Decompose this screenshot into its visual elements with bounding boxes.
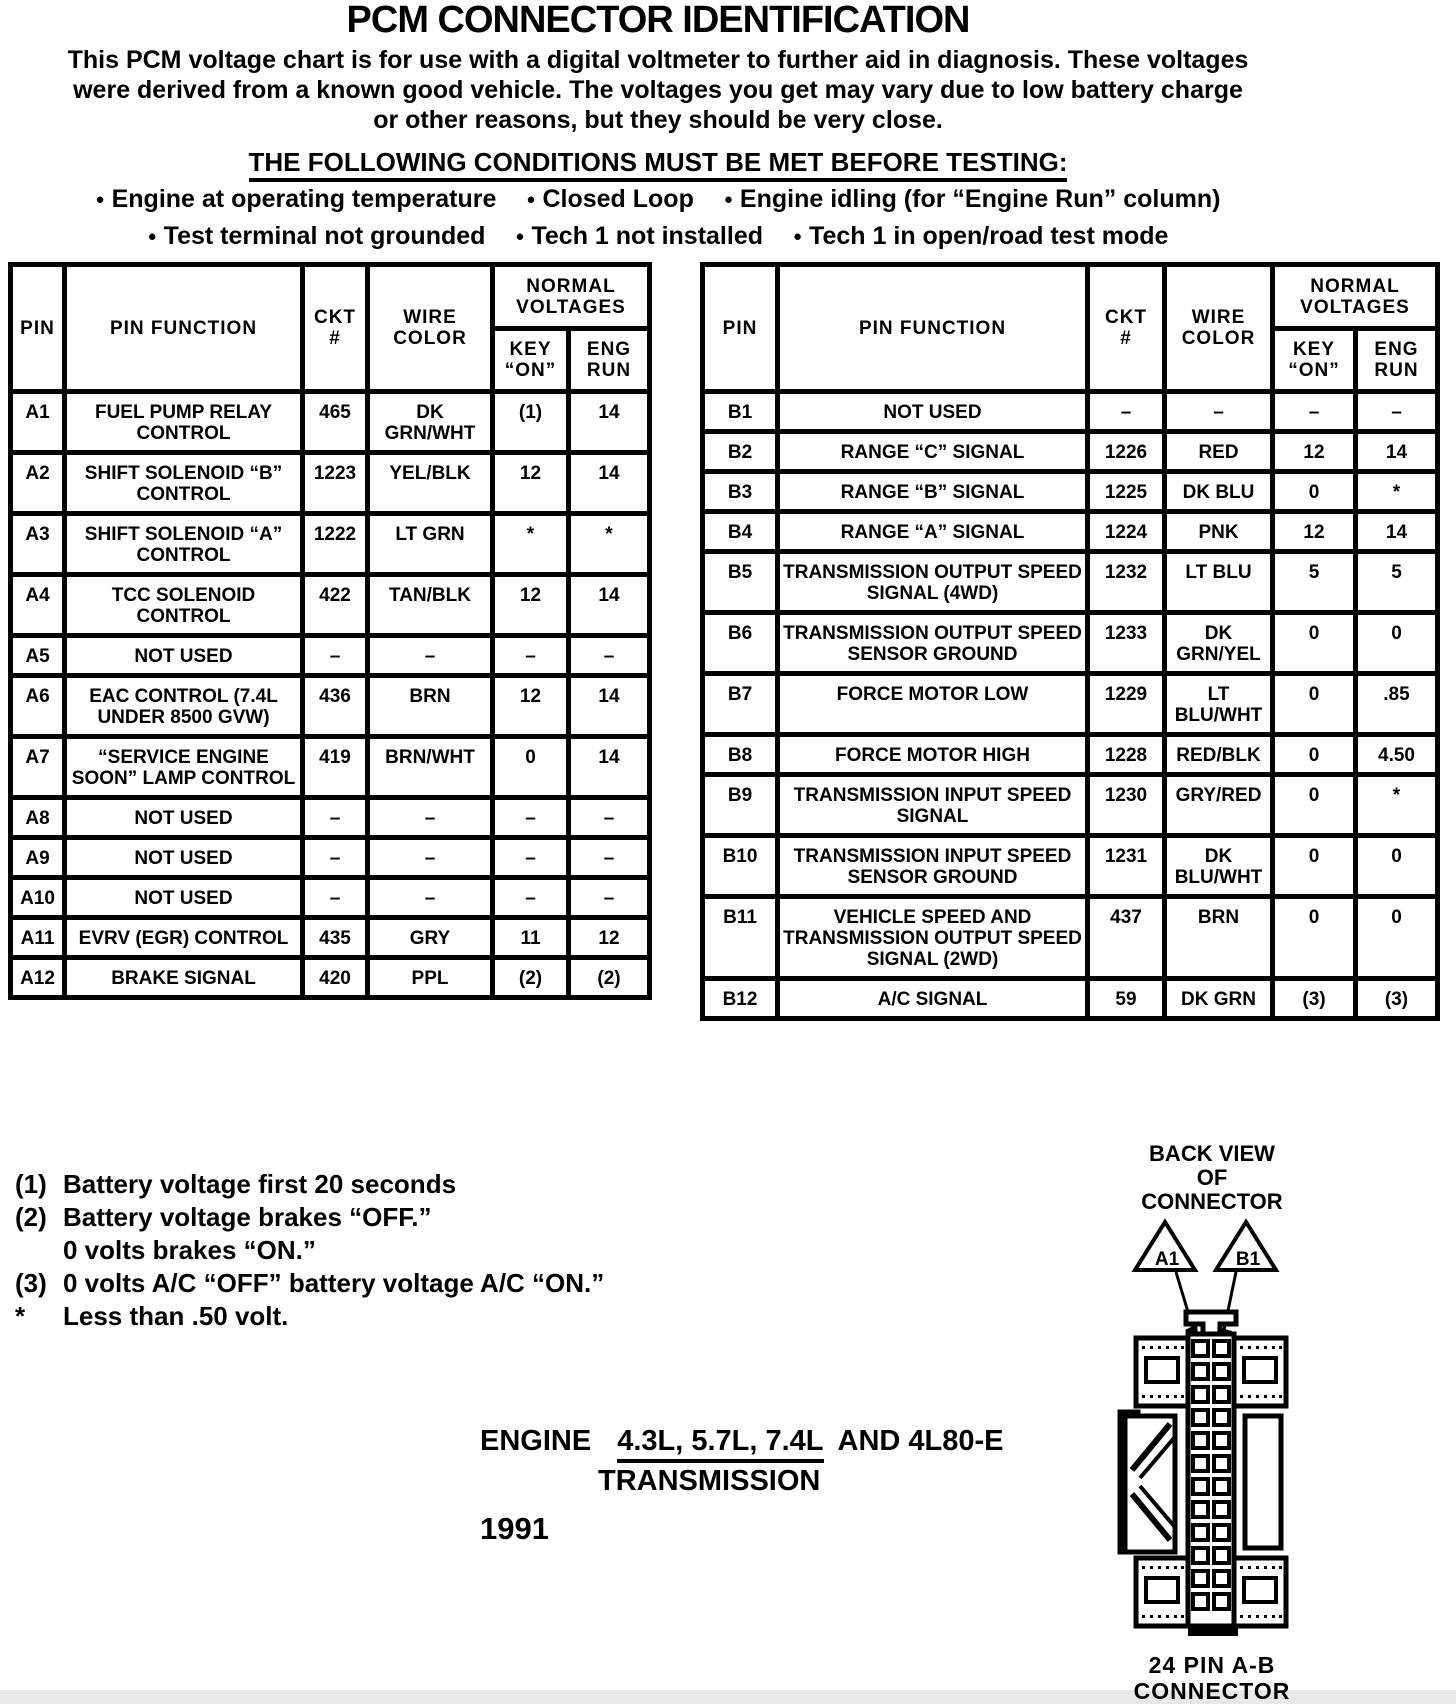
pin-function-cell: TRANSMISSION INPUT SPEED SENSOR GROUND: [778, 836, 1088, 897]
col-header-pin: PIN: [703, 265, 778, 392]
condition-text: Tech 1 in open/road test mode: [809, 222, 1169, 250]
wire-color-cell: GRY: [368, 918, 493, 958]
wire-color-cell: BRN: [1165, 897, 1273, 979]
pin-function-cell: NOT USED: [65, 636, 303, 676]
ckt-cell: 465: [303, 392, 368, 453]
col-header-wire-color: WIRE COLOR: [368, 265, 493, 392]
eng-run-cell: *: [1356, 775, 1438, 836]
key-on-cell: 0: [1273, 836, 1356, 897]
pin-cell: A2: [11, 453, 65, 514]
ckt-cell: 435: [303, 918, 368, 958]
key-on-cell: 0: [493, 737, 569, 798]
key-on-cell: –: [493, 798, 569, 838]
table-row: [703, 775, 1438, 836]
pin-function-cell: FORCE MOTOR HIGH: [778, 735, 1088, 775]
footnote-text: Battery voltage first 20 seconds: [63, 1169, 457, 1199]
eng-run-cell: 14: [569, 737, 650, 798]
condition-item: [515, 222, 763, 251]
wire-color-cell: YEL/BLK: [368, 453, 493, 514]
wire-color-cell: PNK: [1165, 512, 1273, 552]
footnote-text: Battery voltage brakes “OFF.” 0 volts brakes “ON.”: [63, 1202, 432, 1265]
pin-function-cell: TCC SOLENOID CONTROL: [65, 575, 303, 636]
condition-item: [724, 185, 1221, 214]
pin-cell: A11: [11, 918, 65, 958]
pin-cell: A7: [11, 737, 65, 798]
pin-cell: A8: [11, 798, 65, 838]
key-on-cell: 0: [1273, 613, 1356, 674]
table-row: [703, 472, 1438, 512]
eng-run-cell: (3): [1356, 979, 1438, 1019]
ckt-cell: 1230: [1088, 775, 1165, 836]
eng-run-cell: 4.50: [1356, 735, 1438, 775]
footnote: [15, 1300, 604, 1333]
eng-run-cell: 12: [569, 918, 650, 958]
wire-color-cell: –: [368, 838, 493, 878]
eng-run-cell: (2): [569, 958, 650, 998]
table-row: [11, 798, 650, 838]
engine-line: [480, 1425, 1004, 1463]
eng-run-cell: 14: [1356, 432, 1438, 472]
table-row: [703, 613, 1438, 674]
eng-run-cell: 5: [1356, 552, 1438, 613]
pin-table-connector-b: [700, 262, 1440, 1021]
key-on-cell: 0: [1273, 674, 1356, 735]
table-row: [703, 512, 1438, 552]
bullet-icon: ●: [147, 228, 157, 245]
key-on-cell: –: [493, 636, 569, 676]
ckt-cell: 1228: [1088, 735, 1165, 775]
table-body: [11, 392, 650, 998]
ckt-cell: 1225: [1088, 472, 1165, 512]
col-header-pin: PIN: [11, 265, 65, 392]
table-row: [11, 575, 650, 636]
footnotes: [15, 1168, 604, 1333]
eng-run-cell: 0: [1356, 836, 1438, 897]
engine-models: 4.3L, 5.7L, 7.4L: [617, 1425, 823, 1463]
condition-text: Closed Loop: [542, 185, 694, 213]
wire-color-cell: DK GRN/WHT: [368, 392, 493, 453]
connector-figure: [1076, 1130, 1348, 1704]
pin-cell: B11: [703, 897, 778, 979]
eng-run-cell: 14: [569, 676, 650, 737]
key-on-cell: 12: [1273, 432, 1356, 472]
wire-color-cell: PPL: [368, 958, 493, 998]
col-header-wire-color: WIRE COLOR: [1165, 265, 1273, 392]
header-row: [703, 265, 1438, 329]
pin-tables: [8, 262, 1440, 1021]
intro-line: or other reasons, but they should be very close.: [373, 106, 943, 134]
pin-cell: A10: [11, 878, 65, 918]
eng-run-cell: –: [569, 838, 650, 878]
key-on-cell: 0: [1273, 897, 1356, 979]
footnote-text: 0 volts A/C “OFF” battery voltage A/C “ON.”: [63, 1268, 605, 1298]
footnote: [15, 1168, 604, 1201]
wire-color-cell: GRY/RED: [1165, 775, 1273, 836]
pin-cell: B5: [703, 552, 778, 613]
eng-run-cell: 0: [1356, 897, 1438, 979]
ckt-cell: 1226: [1088, 432, 1165, 472]
pin-function-cell: TRANSMISSION INPUT SPEED SIGNAL: [778, 775, 1088, 836]
ckt-cell: –: [1088, 392, 1165, 432]
transmission-word: TRANSMISSION: [598, 1465, 821, 1497]
eng-run-cell: –: [569, 878, 650, 918]
ckt-cell: –: [303, 878, 368, 918]
conditions-bullet-line: [0, 222, 1316, 251]
document-header: [0, 0, 1316, 251]
pin-cell: A4: [11, 575, 65, 636]
ckt-cell: 1224: [1088, 512, 1165, 552]
key-on-cell: *: [493, 514, 569, 575]
footnote-marker: (3): [15, 1268, 47, 1298]
pin-function-cell: EAC CONTROL (7.4L UNDER 8500 GVW): [65, 676, 303, 737]
pin-cell: B1: [703, 392, 778, 432]
key-on-cell: (3): [1273, 979, 1356, 1019]
eng-run-cell: *: [1356, 472, 1438, 512]
col-header-normal-voltages: NORMAL VOLTAGES: [1273, 265, 1438, 329]
col-header-ckt: CKT #: [303, 265, 368, 392]
table-row: [703, 979, 1438, 1019]
eng-run-cell: .85: [1356, 674, 1438, 735]
footnote-marker: *: [15, 1301, 26, 1331]
pin-function-cell: TRANSMISSION OUTPUT SPEED SIGNAL (4WD): [778, 552, 1088, 613]
table-row: [703, 432, 1438, 472]
pin-cell: B9: [703, 775, 778, 836]
condition-text: Engine idling (for “Engine Run” column): [739, 185, 1221, 213]
b1-triangle-label: B1: [1235, 1249, 1261, 1270]
eng-run-cell: –: [1356, 392, 1438, 432]
key-on-cell: 12: [493, 676, 569, 737]
table-row: [11, 918, 650, 958]
condition-item: [148, 222, 486, 251]
header-row: [11, 265, 650, 329]
pin-cell: A1: [11, 392, 65, 453]
footnote-marker: (2): [15, 1202, 47, 1232]
wire-color-cell: DK GRN: [1165, 979, 1273, 1019]
pin-function-cell: FORCE MOTOR LOW: [778, 674, 1088, 735]
pin-function-cell: VEHICLE SPEED AND TRANSMISSION OUTPUT SPEED SIGNAL (2WD): [778, 897, 1088, 979]
pin-function-cell: TRANSMISSION OUTPUT SPEED SENSOR GROUND: [778, 613, 1088, 674]
eng-run-cell: –: [569, 636, 650, 676]
pin-cell: A5: [11, 636, 65, 676]
ckt-cell: –: [303, 798, 368, 838]
pin-cell: A12: [11, 958, 65, 998]
pin-cell: B12: [703, 979, 778, 1019]
table-header: [11, 265, 650, 392]
page-title: PCM CONNECTOR IDENTIFICATION: [346, 0, 970, 41]
a1-triangle-label: A1: [1154, 1249, 1180, 1270]
table-row: [703, 392, 1438, 432]
pin-function-cell: RANGE “B” SIGNAL: [778, 472, 1088, 512]
ckt-cell: 436: [303, 676, 368, 737]
pin-function-cell: NOT USED: [65, 798, 303, 838]
key-on-cell: (1): [493, 392, 569, 453]
condition-item: [526, 185, 693, 214]
table-row: [11, 737, 650, 798]
col-header-key-on: KEY “ON”: [493, 329, 569, 392]
conditions-heading: THE FOLLOWING CONDITIONS MUST BE MET BEFORE TESTING:: [0, 147, 1316, 177]
ckt-cell: –: [303, 838, 368, 878]
key-on-cell: –: [493, 838, 569, 878]
ckt-cell: 59: [1088, 979, 1165, 1019]
eng-run-cell: *: [569, 514, 650, 575]
condition-item: [793, 222, 1168, 251]
pin-function-cell: SHIFT SOLENOID “B” CONTROL: [65, 453, 303, 514]
engine-label: [480, 1425, 1004, 1545]
ckt-cell: 422: [303, 575, 368, 636]
footnote: [15, 1201, 604, 1267]
b1-pointer: [1216, 1222, 1276, 1346]
key-on-cell: 0: [1273, 735, 1356, 775]
col-header-pin-function: PIN FUNCTION: [778, 265, 1088, 392]
ckt-cell: –: [303, 636, 368, 676]
col-header-eng-run: ENG RUN: [569, 329, 650, 392]
pin-cell: A6: [11, 676, 65, 737]
pin-cell: B6: [703, 613, 778, 674]
wire-color-cell: BRN: [368, 676, 493, 737]
key-on-cell: 0: [1273, 775, 1356, 836]
ckt-cell: 1233: [1088, 613, 1165, 674]
col-header-normal-voltages: NORMAL VOLTAGES: [493, 265, 650, 329]
ckt-cell: 1223: [303, 453, 368, 514]
eng-run-cell: 14: [569, 575, 650, 636]
pin-function-cell: NOT USED: [778, 392, 1088, 432]
key-on-cell: (2): [493, 958, 569, 998]
pin-function-cell: RANGE “C” SIGNAL: [778, 432, 1088, 472]
table-row: [11, 636, 650, 676]
footnote-marker: (1): [15, 1169, 47, 1199]
pin-cell: B10: [703, 836, 778, 897]
ckt-cell: 1222: [303, 514, 368, 575]
eng-run-cell: 14: [569, 453, 650, 514]
eng-run-cell: 0: [1356, 613, 1438, 674]
key-on-cell: –: [493, 878, 569, 918]
intro-line: This PCM voltage chart is for use with a digital voltmeter to further aid in diagnosis. These voltages: [67, 46, 1249, 74]
bullet-icon: ●: [526, 191, 536, 208]
pin-function-cell: NOT USED: [65, 878, 303, 918]
key-on-cell: 0: [1273, 472, 1356, 512]
pin-table-connector-a: [8, 262, 652, 1000]
pin-function-cell: RANGE “A” SIGNAL: [778, 512, 1088, 552]
bullet-icon: ●: [95, 191, 105, 208]
table-row: [703, 674, 1438, 735]
wire-color-cell: DK BLU: [1165, 472, 1273, 512]
pin-cell: B3: [703, 472, 778, 512]
wire-color-cell: –: [1165, 392, 1273, 432]
wire-color-cell: –: [368, 798, 493, 838]
table-row: [11, 514, 650, 575]
table-row: [703, 735, 1438, 775]
wire-color-cell: –: [368, 878, 493, 918]
bullet-icon: ●: [515, 228, 525, 245]
a1-pointer: [1135, 1222, 1199, 1346]
bullet-icon: ●: [723, 191, 733, 208]
key-on-cell: 12: [493, 575, 569, 636]
pin-cell: A3: [11, 514, 65, 575]
table-body: [703, 392, 1438, 1019]
key-on-cell: –: [1273, 392, 1356, 432]
back-view-label: BACK VIEW OF CONNECTOR: [1141, 1141, 1283, 1214]
key-on-cell: 12: [1273, 512, 1356, 552]
pin-function-cell: NOT USED: [65, 838, 303, 878]
eng-run-cell: 14: [569, 392, 650, 453]
wire-color-cell: DK BLU/WHT: [1165, 836, 1273, 897]
pin-function-cell: BRAKE SIGNAL: [65, 958, 303, 998]
col-header-eng-run: ENG RUN: [1356, 329, 1438, 392]
key-on-cell: 5: [1273, 552, 1356, 613]
col-header-pin-function: PIN FUNCTION: [65, 265, 303, 392]
table-row: [11, 392, 650, 453]
engine-suffix: AND 4L80-E: [837, 1425, 1004, 1457]
condition-text: Engine at operating temperature: [111, 185, 497, 213]
wire-color-cell: –: [368, 636, 493, 676]
wire-color-cell: RED/BLK: [1165, 735, 1273, 775]
wire-color-cell: BRN/WHT: [368, 737, 493, 798]
pin-cell: A9: [11, 838, 65, 878]
col-header-ckt: CKT #: [1088, 265, 1165, 392]
condition-text: Tech 1 not installed: [531, 222, 764, 250]
connector-body: [1120, 1312, 1286, 1636]
table-row: [703, 552, 1438, 613]
table-row: [11, 676, 650, 737]
ckt-cell: 1231: [1088, 836, 1165, 897]
connector-diagram: [1076, 1220, 1348, 1650]
pin-cell: B4: [703, 512, 778, 552]
table-row: [11, 958, 650, 998]
ckt-cell: 1229: [1088, 674, 1165, 735]
pin-cell: B8: [703, 735, 778, 775]
table-row: [11, 878, 650, 918]
table-row: [703, 897, 1438, 979]
pin-cell: B7: [703, 674, 778, 735]
pin-function-cell: “SERVICE ENGINE SOON” LAMP CONTROL: [65, 737, 303, 798]
wire-color-cell: DK GRN/YEL: [1165, 613, 1273, 674]
footnote: [15, 1267, 604, 1300]
conditions-bullet-line: [0, 185, 1316, 214]
right-latch: [1245, 1416, 1281, 1548]
engine-word: ENGINE: [480, 1425, 592, 1457]
table-row: [703, 836, 1438, 897]
intro-paragraph: [0, 45, 1316, 135]
pin-function-cell: SHIFT SOLENOID “A” CONTROL: [65, 514, 303, 575]
ckt-cell: 1232: [1088, 552, 1165, 613]
pin-function-cell: EVRV (EGR) CONTROL: [65, 918, 303, 958]
wire-color-cell: LT BLU/WHT: [1165, 674, 1273, 735]
key-on-cell: 11: [493, 918, 569, 958]
ckt-cell: 420: [303, 958, 368, 998]
left-lock-block: [1120, 1412, 1175, 1552]
wire-color-cell: TAN/BLK: [368, 575, 493, 636]
wire-color-cell: LT BLU: [1165, 552, 1273, 613]
ckt-cell: 419: [303, 737, 368, 798]
intro-line: were derived from a known good vehicle. The voltages you get may vary due to low battery charge: [73, 76, 1243, 104]
footnote-text: Less than .50 volt.: [63, 1301, 289, 1331]
key-on-cell: 12: [493, 453, 569, 514]
wire-color-cell: LT GRN: [368, 514, 493, 575]
ckt-cell: 437: [1088, 897, 1165, 979]
table-row: [11, 453, 650, 514]
condition-item: [96, 185, 497, 214]
eng-run-cell: –: [569, 798, 650, 838]
pin-function-cell: FUEL PUMP RELAY CONTROL: [65, 392, 303, 453]
table-row: [11, 838, 650, 878]
eng-run-cell: 14: [1356, 512, 1438, 552]
col-header-key-on: KEY “ON”: [1273, 329, 1356, 392]
condition-text: Test terminal not grounded: [163, 222, 486, 250]
bullet-icon: ●: [793, 228, 803, 245]
wire-color-cell: RED: [1165, 432, 1273, 472]
pin-cell: B2: [703, 432, 778, 472]
pin-function-cell: A/C SIGNAL: [778, 979, 1088, 1019]
year-label: 1991: [480, 1511, 549, 1546]
connector-caption: 24 PIN A-B CONNECTOR: [1133, 1652, 1291, 1704]
table-header: [703, 265, 1438, 392]
bottom-foot: [1188, 1626, 1238, 1636]
